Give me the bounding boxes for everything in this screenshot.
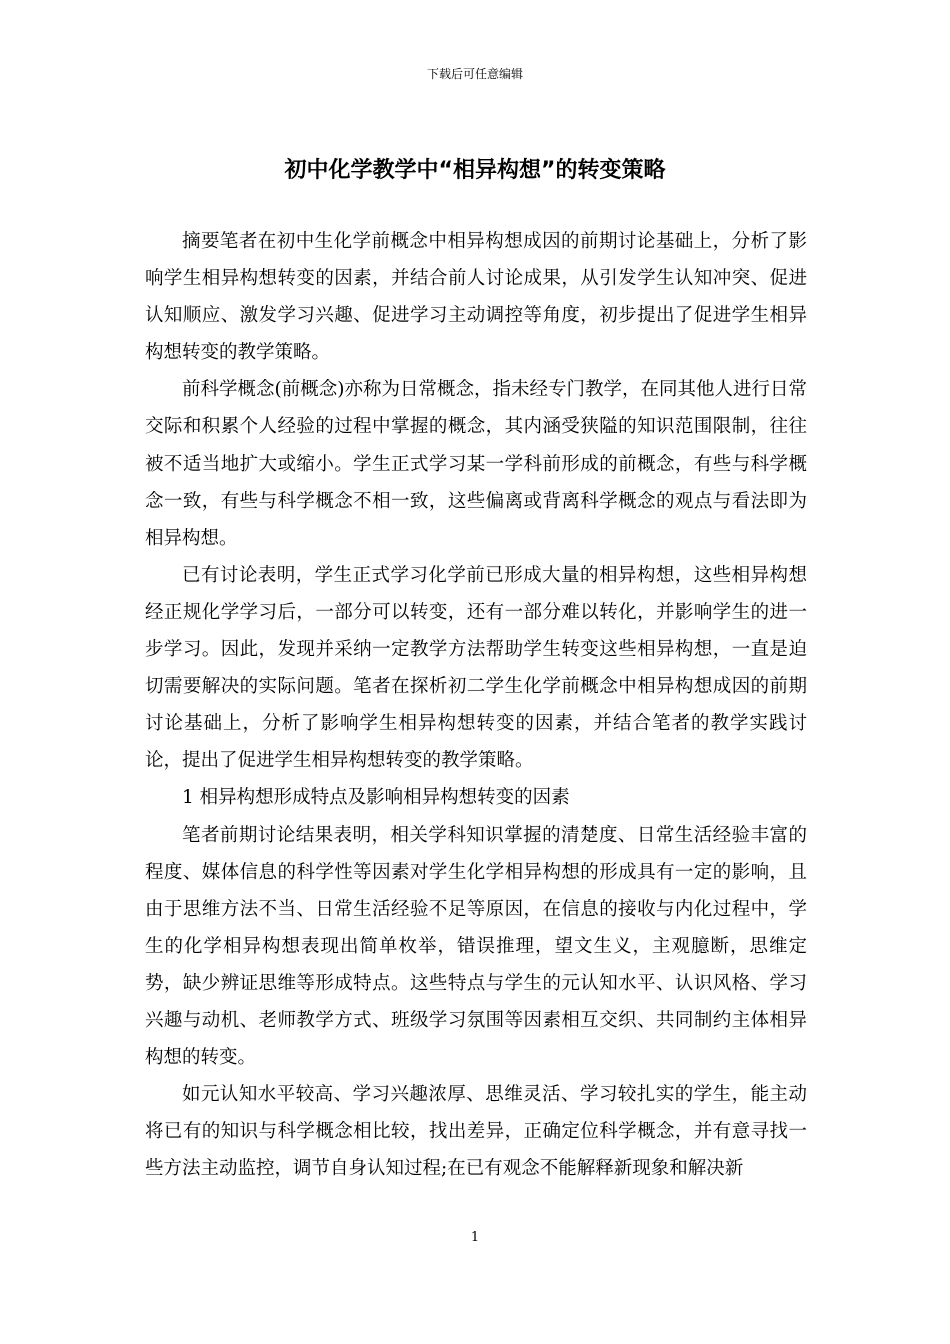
page-header-note: 下载后可任意编辑	[426, 67, 523, 81]
page-number: 1	[470, 1230, 480, 1245]
body-paragraph: 如元认知水平较高、学习兴趣浓厚、思维灵活、学习较扎实的学生，能主动将已有的知识与科学概念相比较，找出差异，正确定位科学概念，并有意寻找一些方法主动监控，调节自身认知过程;在已有观念不能解释新现象和解决新	[145, 1084, 807, 1180]
body-paragraph: 前科学概念(前概念)亦称为日常概念，指未经专门教学，在同其他人进行日常交际和积累个人经验的过程中掌握的概念，其内涵受狭隘的知识范围限制，往往被不适当地扩大或缩小。学生正式学习某一学科前形成的前概念，有些与科学概念一致，有些与科学概念不相一致，这些偏离或背离科学概念的观点与看法即为相异构想。	[145, 379, 807, 549]
body-paragraph: 笔者前期讨论结果表明，相关学科知识掌握的清楚度、日常生活经验丰富的程度、媒体信息的科学性等因素对学生化学相异构想的形成具有一定的影响，且由于思维方法不当、日常生活经验不足等原因，在信息的接收与内化过程中，学生的化学相异构想表现出简单枚举，错误推理，望文生义，主观臆断，思维定势，缺少辨证思维等形成特点。这些特点与学生的元认知水平、认识风格、学习兴趣与动机、老师教学方式、班级学习氛围等因素相互交织、共同制约主体相异构想的转变。	[145, 824, 807, 1069]
abstract-paragraph: 摘要笔者在初中生化学前概念中相异构想成因的前期讨论基础上，分析了影响学生相异构想转变的因素，并结合前人讨论成果，从引发学生认知冲突、促进认知顺应、激发学习兴趣、促进学习主动调控等角度，初步提出了促进学生相异构想转变的教学策略。	[145, 231, 807, 364]
body-paragraph: 已有讨论表明，学生正式学习化学前已形成大量的相异构想，这些相异构想经正规化学学习后，一部分可以转变，还有一部分难以转化，并影响学生的进一步学习。因此，发现并采纳一定教学方法帮助学生转变这些相异构想，一直是迫切需要解决的实际问题。笔者在探析初二学生化学前概念中相异构想成因的前期讨论基础上，分析了影响学生相异构想转变的因素，并结合笔者的教学实践讨论，提出了促进学生相异构想转变的教学策略。	[145, 564, 807, 772]
section-heading: 1 相异构想形成特点及影响相异构想转变的因素	[182, 787, 570, 809]
document-body	[145, 223, 807, 1187]
document-title: 初中化学教学中“相异构想”的转变策略	[284, 158, 666, 183]
